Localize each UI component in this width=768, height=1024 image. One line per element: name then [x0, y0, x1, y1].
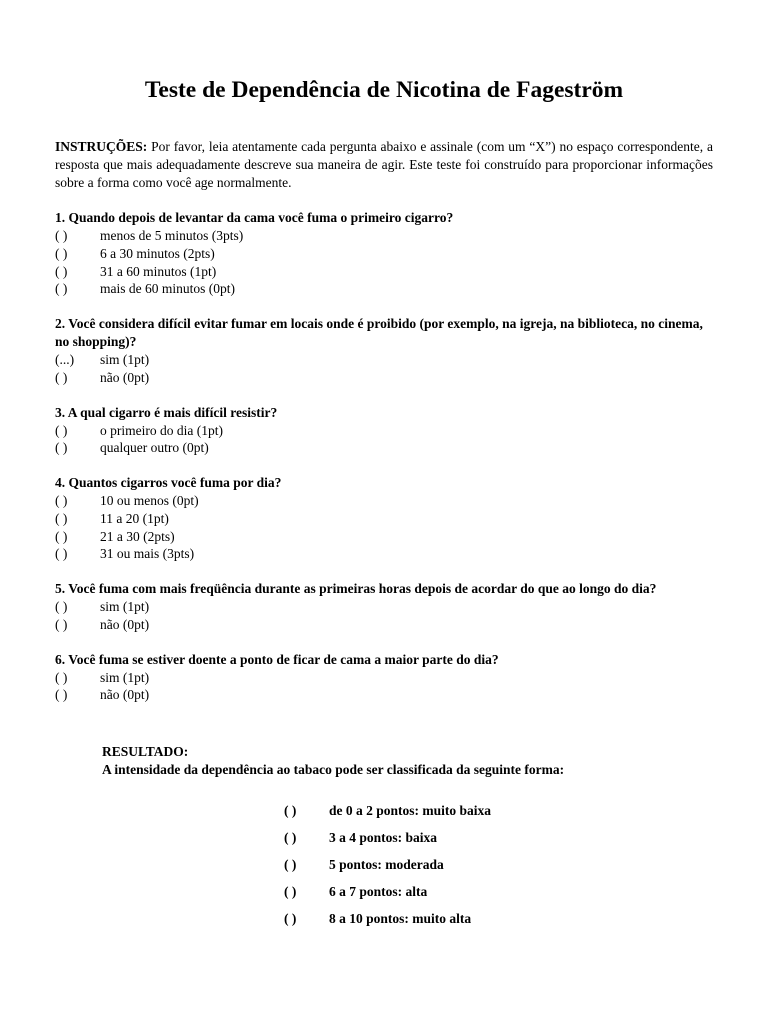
level-label: de 0 a 2 pontos: muito baixa: [329, 803, 492, 818]
level-label: 6 a 7 pontos: alta: [329, 884, 428, 899]
option-label: o primeiro do dia (1pt): [100, 422, 223, 438]
option: [55, 245, 713, 263]
option-checkbox[interactable]: ( ): [55, 245, 68, 261]
option: [55, 616, 713, 634]
level-label: 3 a 4 pontos: baixa: [329, 830, 438, 845]
question-2: [55, 315, 713, 387]
result-level: [284, 905, 491, 932]
result-level: [284, 824, 491, 851]
option: [55, 528, 713, 546]
option: [55, 422, 713, 440]
question-text: 4. Quantos cigarros você fuma por dia?: [55, 475, 282, 490]
level-checkbox[interactable]: ( ): [284, 803, 297, 818]
option-label: não (0pt): [100, 616, 150, 632]
option-label: qualquer outro (0pt): [100, 440, 209, 456]
option-label: não (0pt): [100, 687, 150, 703]
result-level: [284, 797, 491, 824]
option-checkbox[interactable]: (...): [55, 352, 75, 367]
option-label: 6 a 30 minutos (2pts): [100, 245, 215, 261]
option-checkbox[interactable]: ( ): [55, 281, 68, 297]
option-label: sim (1pt): [100, 599, 150, 614]
level-checkbox[interactable]: ( ): [284, 830, 297, 845]
option-checkbox[interactable]: ( ): [55, 599, 68, 614]
option: [55, 439, 713, 457]
option-checkbox[interactable]: ( ): [55, 616, 68, 632]
question-text: 5. Você fuma com mais freqüência durante as primeiras horas depois de acordar do que ao longo do dia?: [55, 581, 657, 596]
level-label: 8 a 10 pontos: muito alta: [329, 911, 472, 926]
result-level: [284, 878, 491, 905]
option-checkbox[interactable]: ( ): [55, 669, 68, 685]
option: [55, 263, 713, 281]
level-label: 5 pontos: moderada: [329, 857, 444, 872]
option-checkbox[interactable]: ( ): [55, 687, 68, 703]
option: [55, 227, 713, 245]
question-text: 1. Quando depois de levantar da cama você fuma o primeiro cigarro?: [55, 210, 454, 225]
option: [55, 492, 713, 510]
option-checkbox[interactable]: ( ): [55, 546, 68, 562]
option-checkbox[interactable]: ( ): [55, 493, 68, 508]
option: [55, 351, 713, 369]
level-checkbox[interactable]: ( ): [284, 911, 297, 926]
instructions: [55, 138, 713, 192]
question-text: 6. Você fuma se estiver doente a ponto de ficar de cama a maior parte do dia?: [55, 651, 499, 667]
option: [55, 598, 713, 616]
option: [55, 369, 713, 387]
option: [55, 545, 713, 563]
questions-list: [55, 209, 713, 721]
question-5: [55, 580, 713, 634]
option-label: 11 a 20 (1pt): [100, 510, 169, 526]
option-checkbox[interactable]: ( ): [55, 263, 68, 279]
question-4: [55, 474, 713, 563]
result-levels: [284, 797, 491, 932]
option-checkbox[interactable]: ( ): [55, 528, 68, 544]
option-label: menos de 5 minutos (3pts): [100, 228, 244, 243]
question-6: [55, 651, 713, 705]
option-checkbox[interactable]: ( ): [55, 510, 68, 526]
instructions-text: Por favor, leia atentamente cada pergunta abaixo e assinale (com um “X”) no espaço correspondente, a resposta que mais adequadamente descreve sua maneira de agir. Este teste foi construído para proporcionar informações sobre a forma como você age normalmente.: [55, 139, 713, 190]
result-description: A intensidade da dependência ao tabaco pode ser classificada da seguinte forma:: [102, 762, 565, 777]
option-label: 21 a 30 (2pts): [100, 528, 175, 544]
result-level: [284, 851, 491, 878]
option-label: 31 ou mais (3pts): [100, 546, 195, 562]
question-text: 3. A qual cigarro é mais difícil resistir?: [55, 404, 278, 420]
option-checkbox[interactable]: ( ): [55, 228, 68, 243]
instructions-label: INSTRUÇÕES:: [55, 139, 148, 154]
option: [55, 510, 713, 528]
option-label: mais de 60 minutos (0pt): [100, 281, 235, 297]
option-label: 31 a 60 minutos (1pt): [100, 263, 217, 279]
option-label: sim (1pt): [100, 669, 150, 685]
result-title: RESULTADO:: [102, 744, 189, 759]
option-checkbox[interactable]: ( ): [55, 422, 68, 438]
question-1: [55, 209, 713, 298]
option-label: sim (1pt): [100, 352, 150, 367]
level-checkbox[interactable]: ( ): [284, 884, 297, 899]
option-checkbox[interactable]: ( ): [55, 440, 68, 456]
option: [55, 669, 713, 687]
question-text: 2. Você considera difícil evitar fumar em locais onde é proibido (por exemplo, na igreja, na biblioteca, no cinema, no shopping)?: [55, 316, 703, 349]
option: [55, 686, 713, 704]
option-label: 10 ou menos (0pt): [100, 493, 199, 508]
result-section: [102, 743, 713, 779]
question-3: [55, 404, 713, 458]
option-checkbox[interactable]: ( ): [55, 369, 68, 385]
level-checkbox[interactable]: ( ): [284, 857, 297, 872]
option-label: não (0pt): [100, 369, 150, 385]
option: [55, 280, 713, 298]
page-title: Teste de Dependência de Nicotina de Fageström: [144, 77, 624, 103]
